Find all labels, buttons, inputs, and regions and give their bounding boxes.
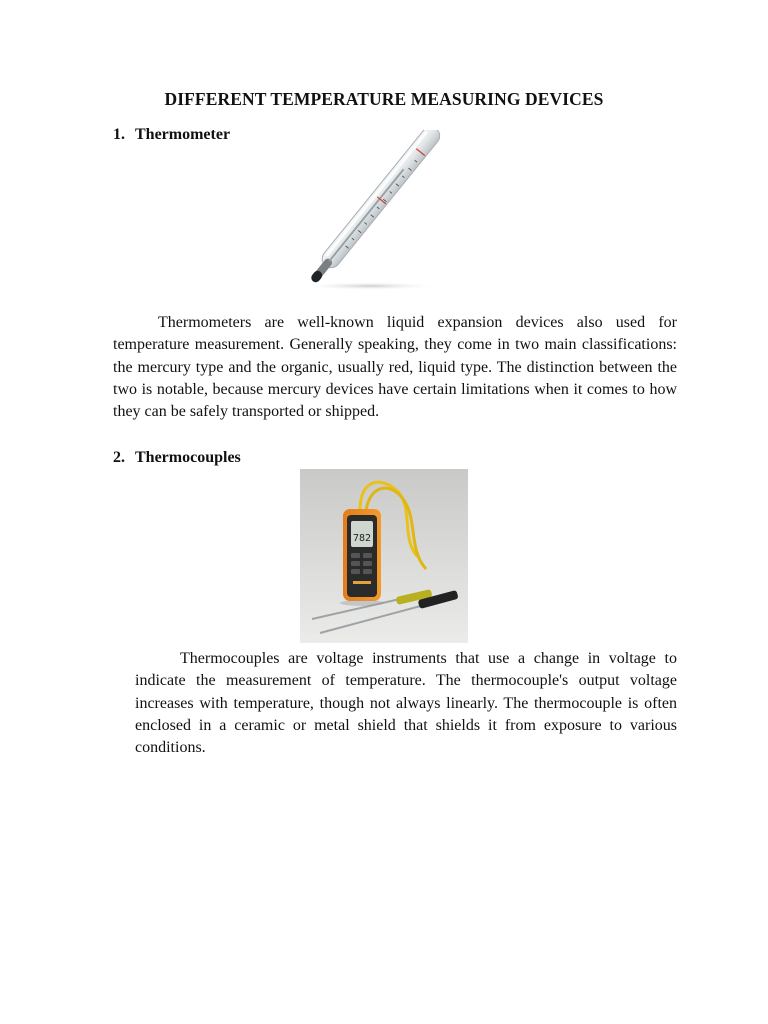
section-title: Thermocouples — [135, 449, 241, 466]
section-heading-thermometer — [113, 126, 230, 144]
section-number: 1. — [113, 126, 125, 143]
thermocouple-paragraph: Thermocouples are voltage instruments that use a change in voltage to indicate the measurement of temperature. The thermocouple's output voltage increases with temperature, though not always linearly. The thermocouple is often enclosed in a ceramic or metal shield that shields it from exposure to various conditions. — [135, 650, 677, 757]
page-title: DIFFERENT TEMPERATURE MEASURING DEVICES — [164, 89, 604, 109]
thermometer-paragraph: Thermometers are well-known liquid expansion devices also used for temperature measurement. Generally speaking, they come in two main classifications: the mercury type and the organic, usually red, liquid type. The distinction between the two is notable, because mercury devices have certain limitations when it comes to how they can be safely transported or shipped. — [113, 314, 677, 421]
thermometer-image — [300, 130, 470, 295]
section-heading-thermocouples — [113, 449, 241, 467]
thermocouple-meter-photo — [300, 469, 468, 643]
section-title: Thermometer — [135, 126, 231, 143]
svg-text:782: 782 — [353, 533, 372, 544]
section-number: 2. — [113, 449, 125, 466]
